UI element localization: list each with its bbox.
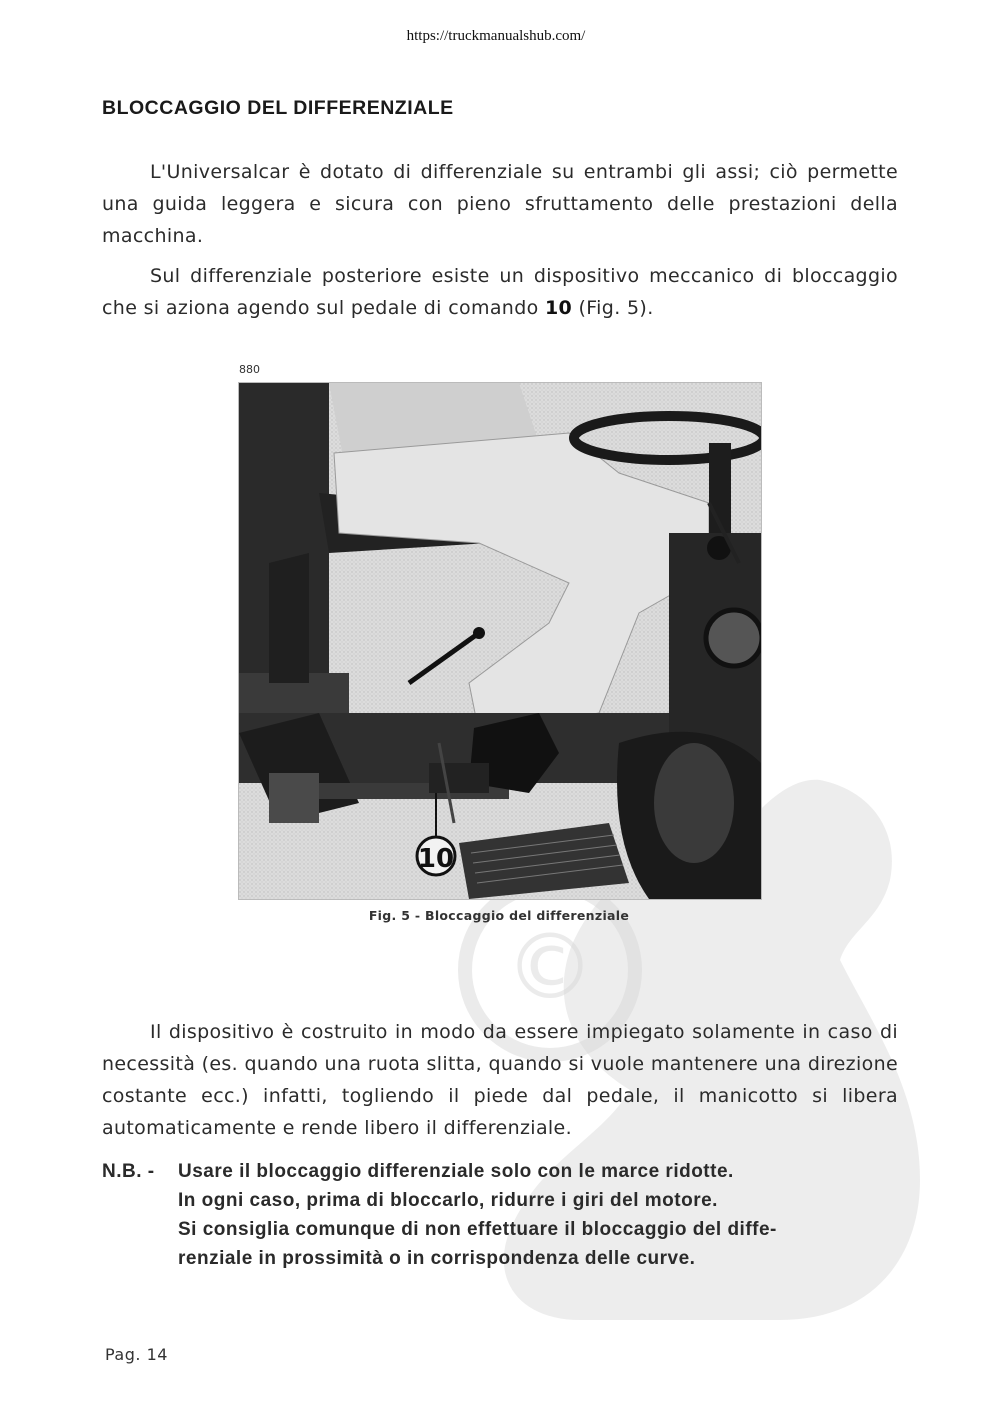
figure-photo xyxy=(238,382,762,900)
figure-number: 880 xyxy=(239,363,260,376)
note-line: Si consiglia comunque di non effettuare il bloccaggio del diffe- xyxy=(178,1219,777,1240)
figure-caption: Fig. 5 - Bloccaggio del differenziale xyxy=(368,908,630,923)
note-label: N.B. - xyxy=(102,1161,155,1182)
svg-text:©: © xyxy=(505,915,595,1020)
paragraph-operation: Il dispositivo è costruito in modo da essere impiegato solamente in caso di necessità (es. quando una ruota slitta, quando si vuole mantenere una direzione costante ecc.) infatti, togliendo il piede dal pedale, il manicotto si libera automaticamente e rende libero il differenziale. xyxy=(102,1021,898,1139)
note-line: Usare il bloccaggio differenziale solo con le marce ridotte. xyxy=(178,1161,734,1182)
note-line: In ogni caso, prima di bloccarlo, ridurre i giri del motore. xyxy=(178,1190,718,1211)
section-title: BLOCCAGGIO DEL DIFFERENZIALE xyxy=(102,97,454,119)
pedal-reference: 10 xyxy=(544,297,573,319)
note-body xyxy=(178,1157,904,1273)
note-line: renziale in prossimità o in corrispondenza delle curve. xyxy=(178,1248,696,1269)
figure-reference: (Fig. 5). xyxy=(572,297,654,319)
page-number: Pag. 14 xyxy=(105,1345,168,1364)
paragraph-text: Sul differenziale posteriore esiste un dispositivo meccanico di bloccaggio che si aziona agendo sul pedale di comando xyxy=(102,265,898,319)
paragraph-locking-device xyxy=(102,260,898,324)
paragraph-intro: L'Universalcar è dotato di differenziale su entrambi gli assi; ciò permette una guida leggera e sicura con pieno sfruttamento delle prestazioni della macchina. xyxy=(102,161,898,247)
tractor-photo-illustration xyxy=(239,383,761,899)
source-url: https://truckmanualshub.com/ xyxy=(406,28,586,44)
callout-number: 10 xyxy=(417,844,455,874)
